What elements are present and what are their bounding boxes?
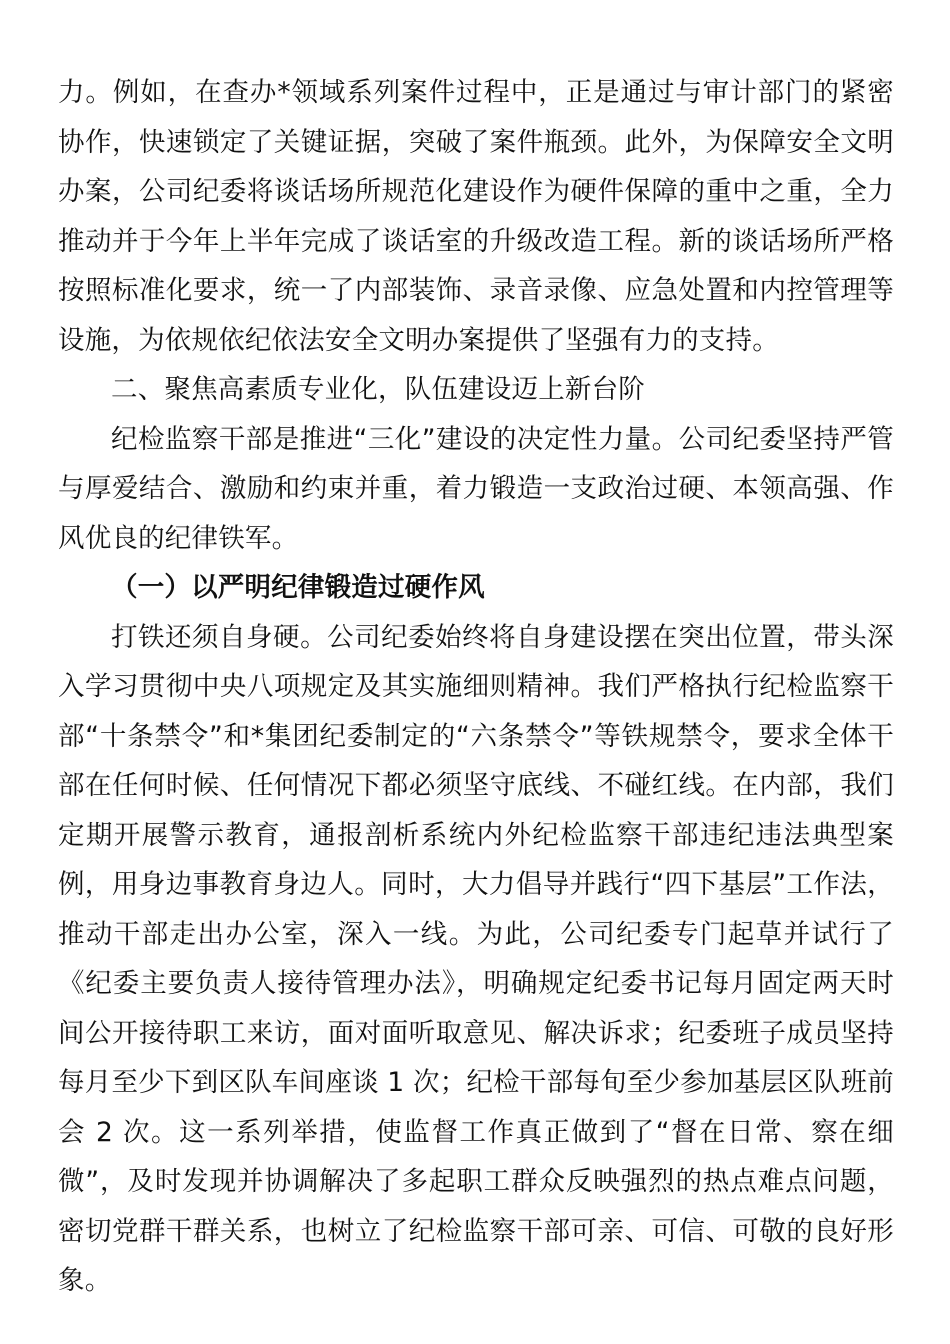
paragraph-team-building: 纪检监察干部是推进“三化”建设的决定性力量。公司纪委坚持严管与厚爱结合、激励和约束并重，着力锻造一支政治过硬、本领高强、作风优良的纪律铁军。 — [58, 423, 894, 554]
section-heading: 二、聚焦高素质专业化，队伍建设迈上新台阶 — [111, 374, 645, 405]
paragraph-self-discipline: 打铁还须自身硬。公司纪委始终将自身建设摆在突出位置，带头深入学习贯彻中央八项规定及其实施细则精神。我们严格执行纪检监察干部“十条禁令”和*集团纪委制定的“六条禁令”等铁规禁令，要求全体干部在任何时候、任何情况下都必须坚守底线、不碰红线。在内部，我们定期开展警示教育，通报剖析系统内外纪检监察干部违纪违法典型案例，用身边事教育身边人。同时，大力倡导并践行“四下基层”工作法，推动干部走出办公室，深入一线。为此，公司纪委专门起草并试行了《纪委主要负责人接待管理办法》，明确规定纪委书记每月固定两天时间公开接待职工来访，面对面听取意见、解决诉求；纪委班子成员坚持每月至少下到区队车间座谈 1 次；纪检干部每旬至少参加基层区队班前会 2 次。这一系列举措，使监督工作真正做到了“督在日常、察在细微”，及时发现并协调解决了多起职工群众反映强烈的热点难点问题，密切党群干群关系，也树立了纪检监察干部可亲、可信、可敬的良好形象。 — [58, 621, 894, 1296]
document-body — [58, 68, 894, 1306]
paragraph-case-handling: 力。例如，在查办*领域系列案件过程中，正是通过与审计部门的紧密协作，快速锁定了关键证据，突破了案件瓶颈。此外，为保障安全文明办案，公司纪委将谈话场所规范化建设作为硬件保障的重中之重，全力推动并于今年上半年完成了谈话室的升级改造工程。新的谈话场所严格按照标准化要求，统一了内部装饰、录音录像、应急处置和内控管理等设施，为依规依纪依法安全文明办案提供了坚强有力的支持。 — [58, 77, 894, 356]
subheading-discipline: （一）以严明纪律锻造过硬作风 — [111, 572, 485, 603]
